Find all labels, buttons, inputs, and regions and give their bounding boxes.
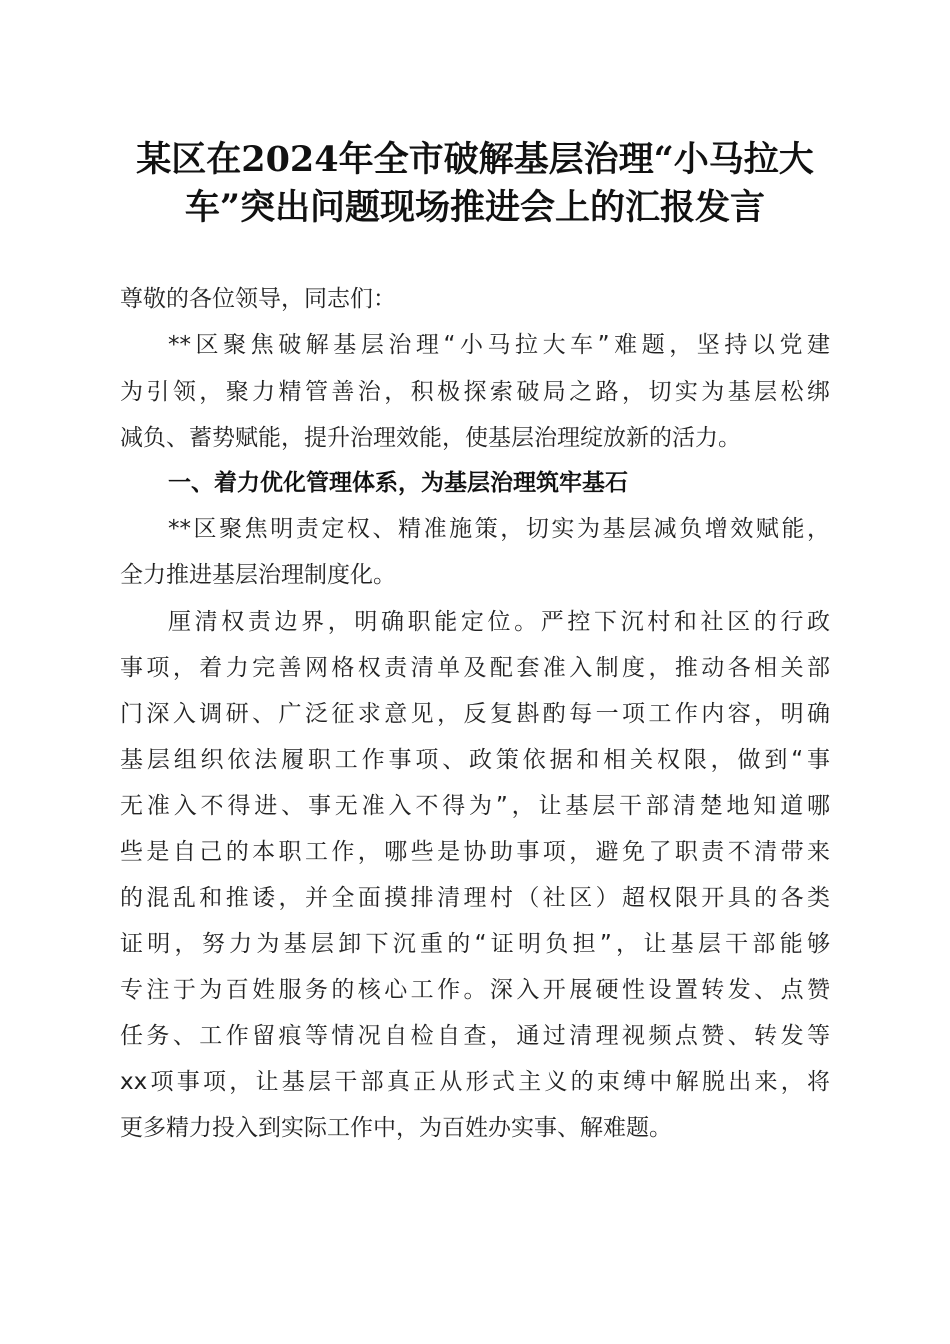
paragraph-line: 事项，着力完善网格权责清单及配套准入制度，推动各相关部 xyxy=(120,655,830,681)
paragraph-line: 证明，努力为基层卸下沉重的“证明负担”，让基层干部能够 xyxy=(120,931,830,957)
paragraph-line: 无准入不得进、事无准入不得为”，让基层干部清楚地知道哪 xyxy=(120,793,830,819)
paragraph-line: 任务、工作留痕等情况自检自查，通过清理视频点赞、转发等 xyxy=(120,1023,830,1049)
section-heading: 一、着力优化管理体系，为基层治理筑牢基石 xyxy=(168,470,628,496)
paragraph-line: 的混乱和推诿，并全面摸排清理村（社区）超权限开具的各类 xyxy=(120,885,830,911)
paragraph-line: 厘清权责边界，明确职能定位。严控下沉村和社区的行政 xyxy=(168,609,830,635)
paragraph-line: xx项事项，让基层干部真正从形式主义的束缚中解脱出来，将 xyxy=(120,1069,830,1095)
greeting: 尊敬的各位领导，同志们： xyxy=(120,286,396,312)
paragraph-line: 减负、蓄势赋能，提升治理效能，使基层治理绽放新的活力。 xyxy=(120,425,741,451)
paragraph-line: 全力推进基层治理制度化。 xyxy=(120,562,396,588)
document-title-line-1: 某区在2024年全市破解基层治理“小马拉大 xyxy=(136,139,814,180)
paragraph-line: 为引领，聚力精管善治，积极探索破局之路，切实为基层松绑 xyxy=(120,379,830,405)
paragraph-line: **区聚焦破解基层治理“小马拉大车”难题，坚持以党建 xyxy=(168,332,830,358)
document-title-line-2: 车”突出问题现场推进会上的汇报发言 xyxy=(184,187,766,228)
paragraph-line: 门深入调研、广泛征求意见，反复斟酌每一项工作内容，明确 xyxy=(120,701,830,727)
paragraph-line: 专注于为百姓服务的核心工作。深入开展硬性设置转发、点赞 xyxy=(120,977,830,1003)
paragraph-line: 更多精力投入到实际工作中，为百姓办实事、解难题。 xyxy=(120,1115,672,1141)
paragraph-line: 些是自己的本职工作，哪些是协助事项，避免了职责不清带来 xyxy=(120,839,830,865)
paragraph-line: 基层组织依法履职工作事项、政策依据和相关权限，做到“事 xyxy=(120,747,830,773)
paragraph-line: **区聚焦明责定权、精准施策，切实为基层减负增效赋能， xyxy=(168,516,830,542)
